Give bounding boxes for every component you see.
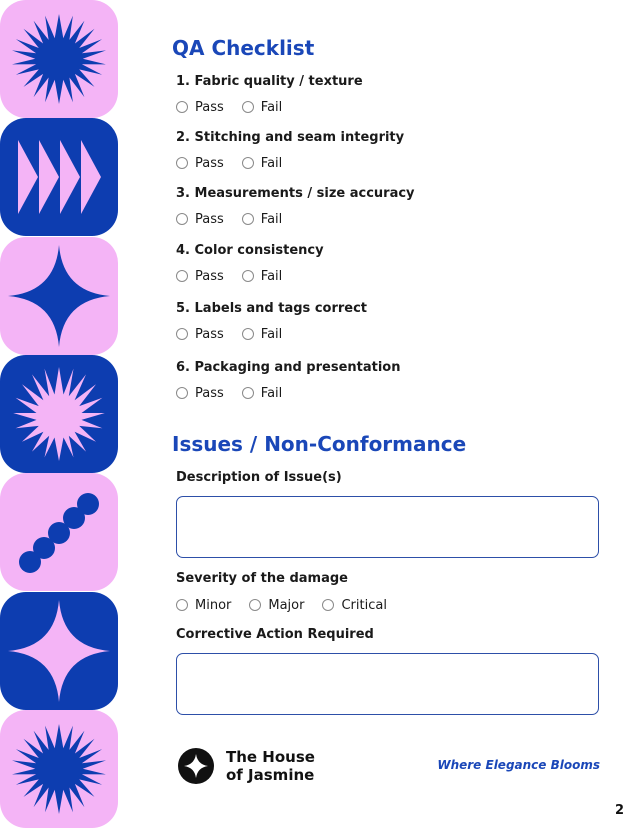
pass-radio[interactable] [176,212,224,227]
pass-radio[interactable] [176,100,224,115]
pass-radio[interactable] [176,156,224,171]
four-point-star-icon [0,592,118,710]
radio-circle-icon[interactable] [242,101,254,113]
decorative-tile-column [0,0,120,828]
pass-fail-group [176,325,596,343]
chevrons-icon [0,118,118,236]
page-number: 2 [614,803,624,818]
pass-radio[interactable] [176,327,224,342]
checklist-item [176,129,596,172]
radio-circle-icon[interactable] [176,101,188,113]
checklist-item-label: 2. Stitching and seam integrity [176,130,405,145]
fail-radio[interactable] [242,269,282,284]
brand-name-line1: The House [226,748,315,766]
pass-fail-group [176,384,596,402]
severity-group [176,571,596,614]
brand-name-line2: of Jasmine [226,766,315,784]
radio-circle-icon[interactable] [242,328,254,340]
radio-circle-icon[interactable] [176,213,188,225]
fail-label: Fail [260,99,283,115]
pass-fail-group [176,98,596,116]
radio-circle-icon[interactable] [176,387,188,399]
fail-label: Fail [260,211,283,227]
sunburst-icon [0,355,118,473]
four-point-star-icon [0,237,118,355]
radio-circle-icon[interactable] [249,599,261,611]
tagline: Where Elegance Blooms [437,758,600,772]
fail-radio[interactable] [242,327,282,342]
pass-fail-group [176,154,596,172]
radio-circle-icon[interactable] [242,387,254,399]
radio-circle-icon[interactable] [176,157,188,169]
corrective-action-textarea[interactable] [176,653,599,715]
pass-radio[interactable] [176,269,224,284]
description-label: Description of Issue(s) [176,470,342,485]
checklist-item [176,73,596,116]
pass-label: Pass [195,99,224,115]
radio-circle-icon[interactable] [176,270,188,282]
description-textarea[interactable] [176,496,599,558]
critical-radio[interactable] [322,598,386,613]
radio-circle-icon[interactable] [242,157,254,169]
fail-label: Fail [260,268,283,284]
fail-radio[interactable] [242,386,282,401]
pass-label: Pass [195,155,224,171]
minor-radio[interactable] [176,598,231,613]
pass-fail-group [176,210,596,228]
radio-circle-icon[interactable] [242,270,254,282]
brand-name [226,748,315,784]
radio-circle-icon[interactable] [242,213,254,225]
major-label: Major [268,597,305,613]
fail-label: Fail [260,155,283,171]
brand [178,748,315,784]
pass-label: Pass [195,211,224,227]
qa-checklist-title: QA Checklist [172,36,315,60]
checklist-item [176,242,596,285]
fail-radio[interactable] [242,212,282,227]
pass-label: Pass [195,385,224,401]
brand-logo-icon [178,748,214,784]
pass-label: Pass [195,268,224,284]
pass-fail-group [176,267,596,285]
checklist-item-label: 4. Color consistency [176,243,324,258]
checklist-item-label: 1. Fabric quality / texture [176,74,363,89]
checklist-item-label: 3. Measurements / size accuracy [176,186,415,201]
checklist-item [176,300,596,343]
bead-chain-icon [0,473,118,591]
fail-radio[interactable] [242,156,282,171]
checklist-item [176,359,596,402]
minor-label: Minor [195,597,232,613]
fail-label: Fail [260,385,283,401]
radio-circle-icon[interactable] [176,599,188,611]
fail-label: Fail [260,326,283,342]
starburst-icon [0,0,118,118]
starburst-icon [0,710,118,828]
severity-label: Severity of the damage [176,571,348,586]
checklist-item [176,185,596,228]
pass-radio[interactable] [176,386,224,401]
radio-circle-icon[interactable] [322,599,334,611]
major-radio[interactable] [249,598,304,613]
issues-title: Issues / Non-Conformance [172,432,467,456]
fail-radio[interactable] [242,100,282,115]
checklist-item-label: 6. Packaging and presentation [176,360,401,375]
critical-label: Critical [341,597,387,613]
corrective-action-label: Corrective Action Required [176,627,374,642]
radio-circle-icon[interactable] [176,328,188,340]
pass-label: Pass [195,326,224,342]
checklist-item-label: 5. Labels and tags correct [176,301,368,316]
